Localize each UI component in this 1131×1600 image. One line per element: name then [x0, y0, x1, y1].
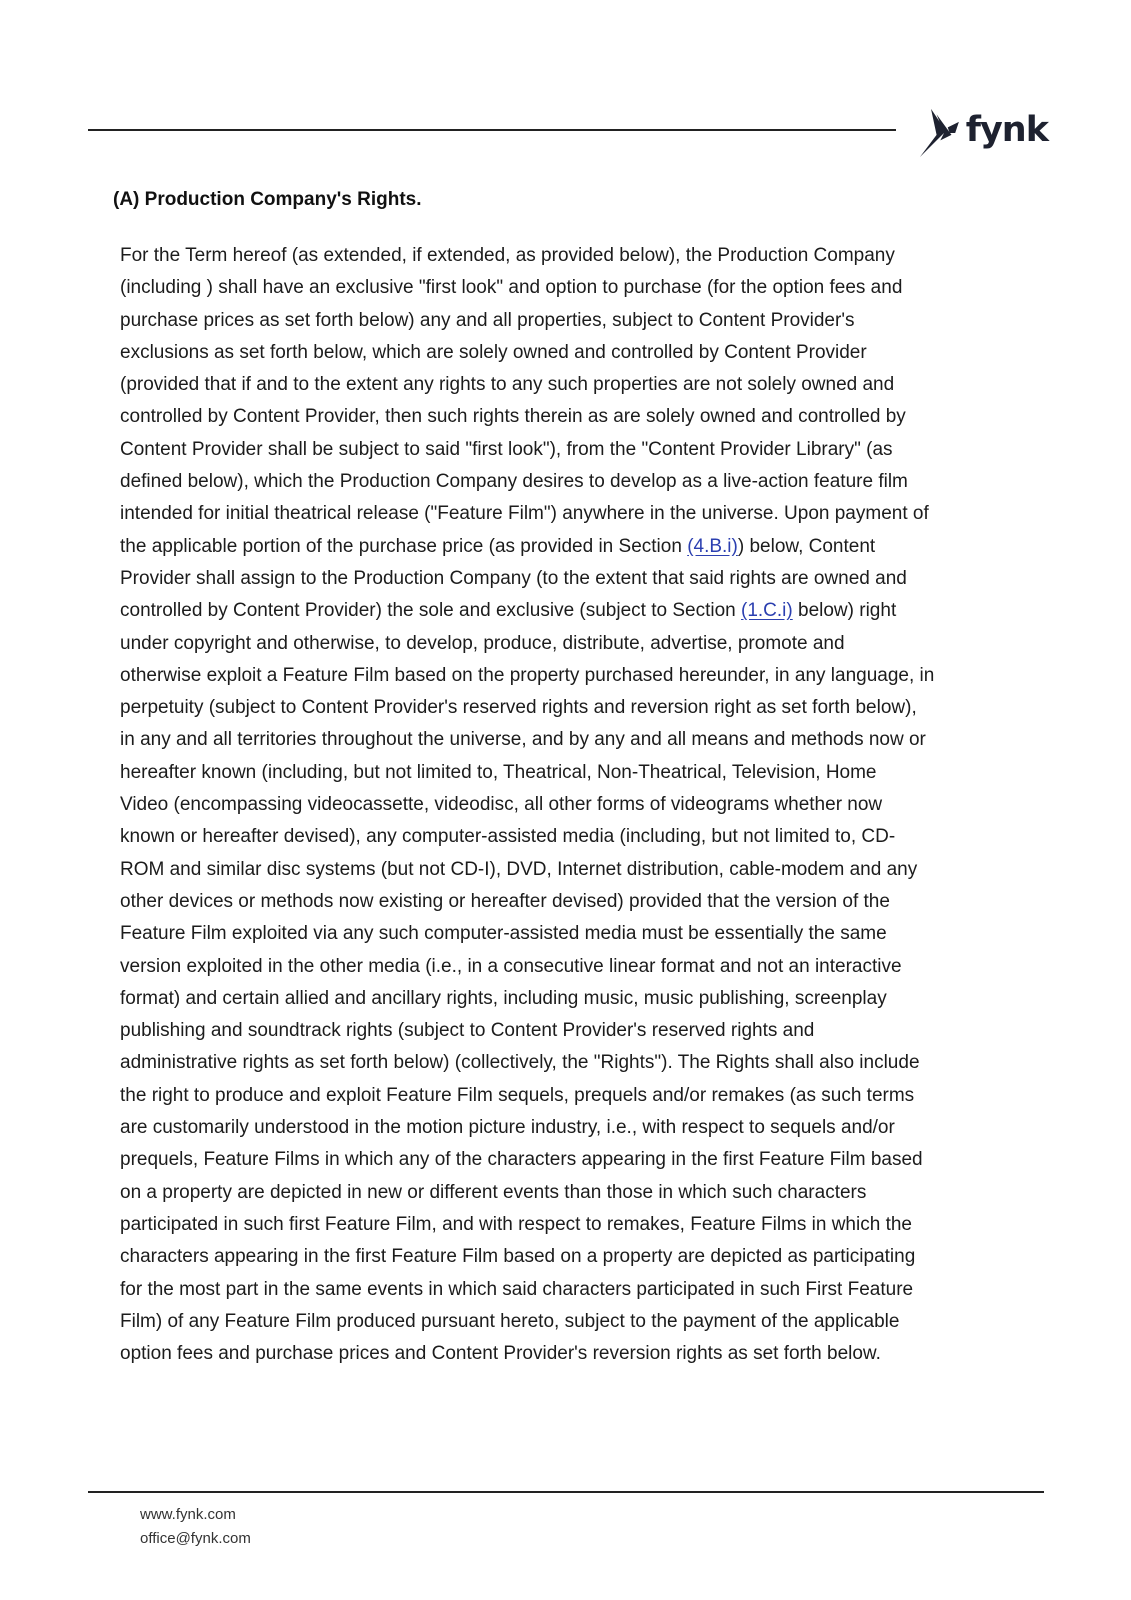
- section-1ci-link[interactable]: (1.C.i): [741, 600, 793, 622]
- line-text: the applicable portion of the purchase price (as provided in Section: [120, 535, 688, 557]
- paragraph-line: option fees and purchase prices and Content Provider's reversion rights as set forth below.: [120, 1343, 881, 1365]
- paragraph-line: (including ) shall have an exclusive "first look" and option to purchase (for the option fees and: [120, 277, 903, 299]
- footer-email[interactable]: office@fynk.com: [140, 1530, 251, 1547]
- paragraph-line: (provided that if and to the extent any rights to any such properties are not solely owned and: [120, 374, 895, 396]
- paragraph-line: hereafter known (including, but not limited to, Theatrical, Non-Theatrical, Television, Home: [120, 761, 877, 783]
- paragraph-line: purchase prices as set forth below) any and all properties, subject to Content Provider's: [120, 309, 855, 331]
- paragraph-line: defined below), which the Production Company desires to develop as a live-action feature film: [120, 471, 908, 493]
- paragraph-line: on a property are depicted in new or different events than those in which such characters: [120, 1181, 867, 1203]
- header-divider: [88, 129, 896, 131]
- bird-icon: [918, 105, 961, 161]
- section-4bi-link[interactable]: (4.B.i): [687, 535, 738, 557]
- paragraph-line: For the Term hereof (as extended, if extended, as provided below), the Production Company: [120, 245, 895, 266]
- paragraph-line: under copyright and otherwise, to develop, produce, distribute, advertise, promote and: [120, 632, 845, 654]
- paragraph-line: in any and all territories throughout the universe, and by any and all means and methods now or: [120, 729, 926, 751]
- paragraph-line: participated in such first Feature Film, and with respect to remakes, Feature Films in which the: [120, 1213, 912, 1235]
- paragraph-line: other devices or methods now existing or hereafter devised) provided that the version of the: [120, 890, 890, 912]
- footer-divider: [88, 1491, 1044, 1493]
- paragraph-line: Video (encompassing videocassette, videodisc, all other forms of videograms whether now: [120, 794, 883, 816]
- line-text: controlled by Content Provider) the sole and exclusive (subject to Section: [120, 600, 741, 622]
- paragraph-line: ROM and similar disc systems (but not CD-I), DVD, Internet distribution, cable-modem and any: [120, 858, 918, 880]
- paragraph-line: intended for initial theatrical release ("Feature Film") anywhere in the universe. Upon payment of: [120, 503, 929, 525]
- paragraph-line: [120, 531, 1055, 563]
- paragraph-line: publishing and soundtrack rights (subject to Content Provider's reserved rights and: [120, 1020, 815, 1042]
- logo-wordmark: fynk: [965, 110, 1048, 150]
- paragraph-line: version exploited in the other media (i.e., in a consecutive linear format and not an interactive: [120, 955, 902, 977]
- paragraph-line: [120, 595, 1055, 627]
- paragraph-line: prequels, Feature Films in which any of the characters appearing in the first Feature Film based: [120, 1149, 923, 1171]
- paragraph-line: the right to produce and exploit Feature Film sequels, prequels and/or remakes (as such terms: [120, 1084, 915, 1106]
- paragraph-line: format) and certain allied and ancillary rights, including music, music publishing, screenplay: [120, 987, 887, 1009]
- paragraph-line: characters appearing in the first Feature Film based on a property are depicted as participating: [120, 1246, 916, 1268]
- paragraph-line: exclusions as set forth below, which are solely owned and controlled by Content Provider: [120, 341, 867, 363]
- section-heading: (A) Production Company's Rights.: [113, 189, 422, 210]
- fynk-logo: [918, 102, 1048, 164]
- footer-website[interactable]: www.fynk.com: [140, 1506, 236, 1523]
- paragraph-line: controlled by Content Provider, then such rights therein as are solely owned and controlled by: [120, 406, 906, 428]
- paragraph-line: Feature Film exploited via any such computer-assisted media must be essentially the same: [120, 923, 887, 945]
- body-paragraph: [120, 240, 1055, 1370]
- line-text: below) right: [792, 600, 897, 622]
- paragraph-line: are customarily understood in the motion picture industry, i.e., with respect to sequels and/or: [120, 1117, 895, 1139]
- footer: [140, 1503, 251, 1551]
- paragraph-line: otherwise exploit a Feature Film based on the property purchased hereunder, in any language, in: [120, 664, 935, 686]
- paragraph-line: administrative rights as set forth below) (collectively, the "Rights"). The Rights shall also include: [120, 1052, 920, 1074]
- paragraph-line: known or hereafter devised), any computer-assisted media (including, but not limited to, CD-: [120, 826, 896, 848]
- line-text: ) below, Content: [737, 535, 876, 557]
- paragraph-line: Content Provider shall be subject to said "first look"), from the "Content Provider Library" (as: [120, 438, 893, 460]
- paragraph-line: Film) of any Feature Film produced pursuant hereto, subject to the payment of the applicable: [120, 1310, 900, 1332]
- paragraph-line: for the most part in the same events in which said characters participated in such First Feature: [120, 1278, 914, 1300]
- paragraph-line: Provider shall assign to the Production Company (to the extent that said rights are owned and: [120, 567, 907, 589]
- paragraph-line: perpetuity (subject to Content Provider's reserved rights and reversion right as set forth below),: [120, 697, 917, 719]
